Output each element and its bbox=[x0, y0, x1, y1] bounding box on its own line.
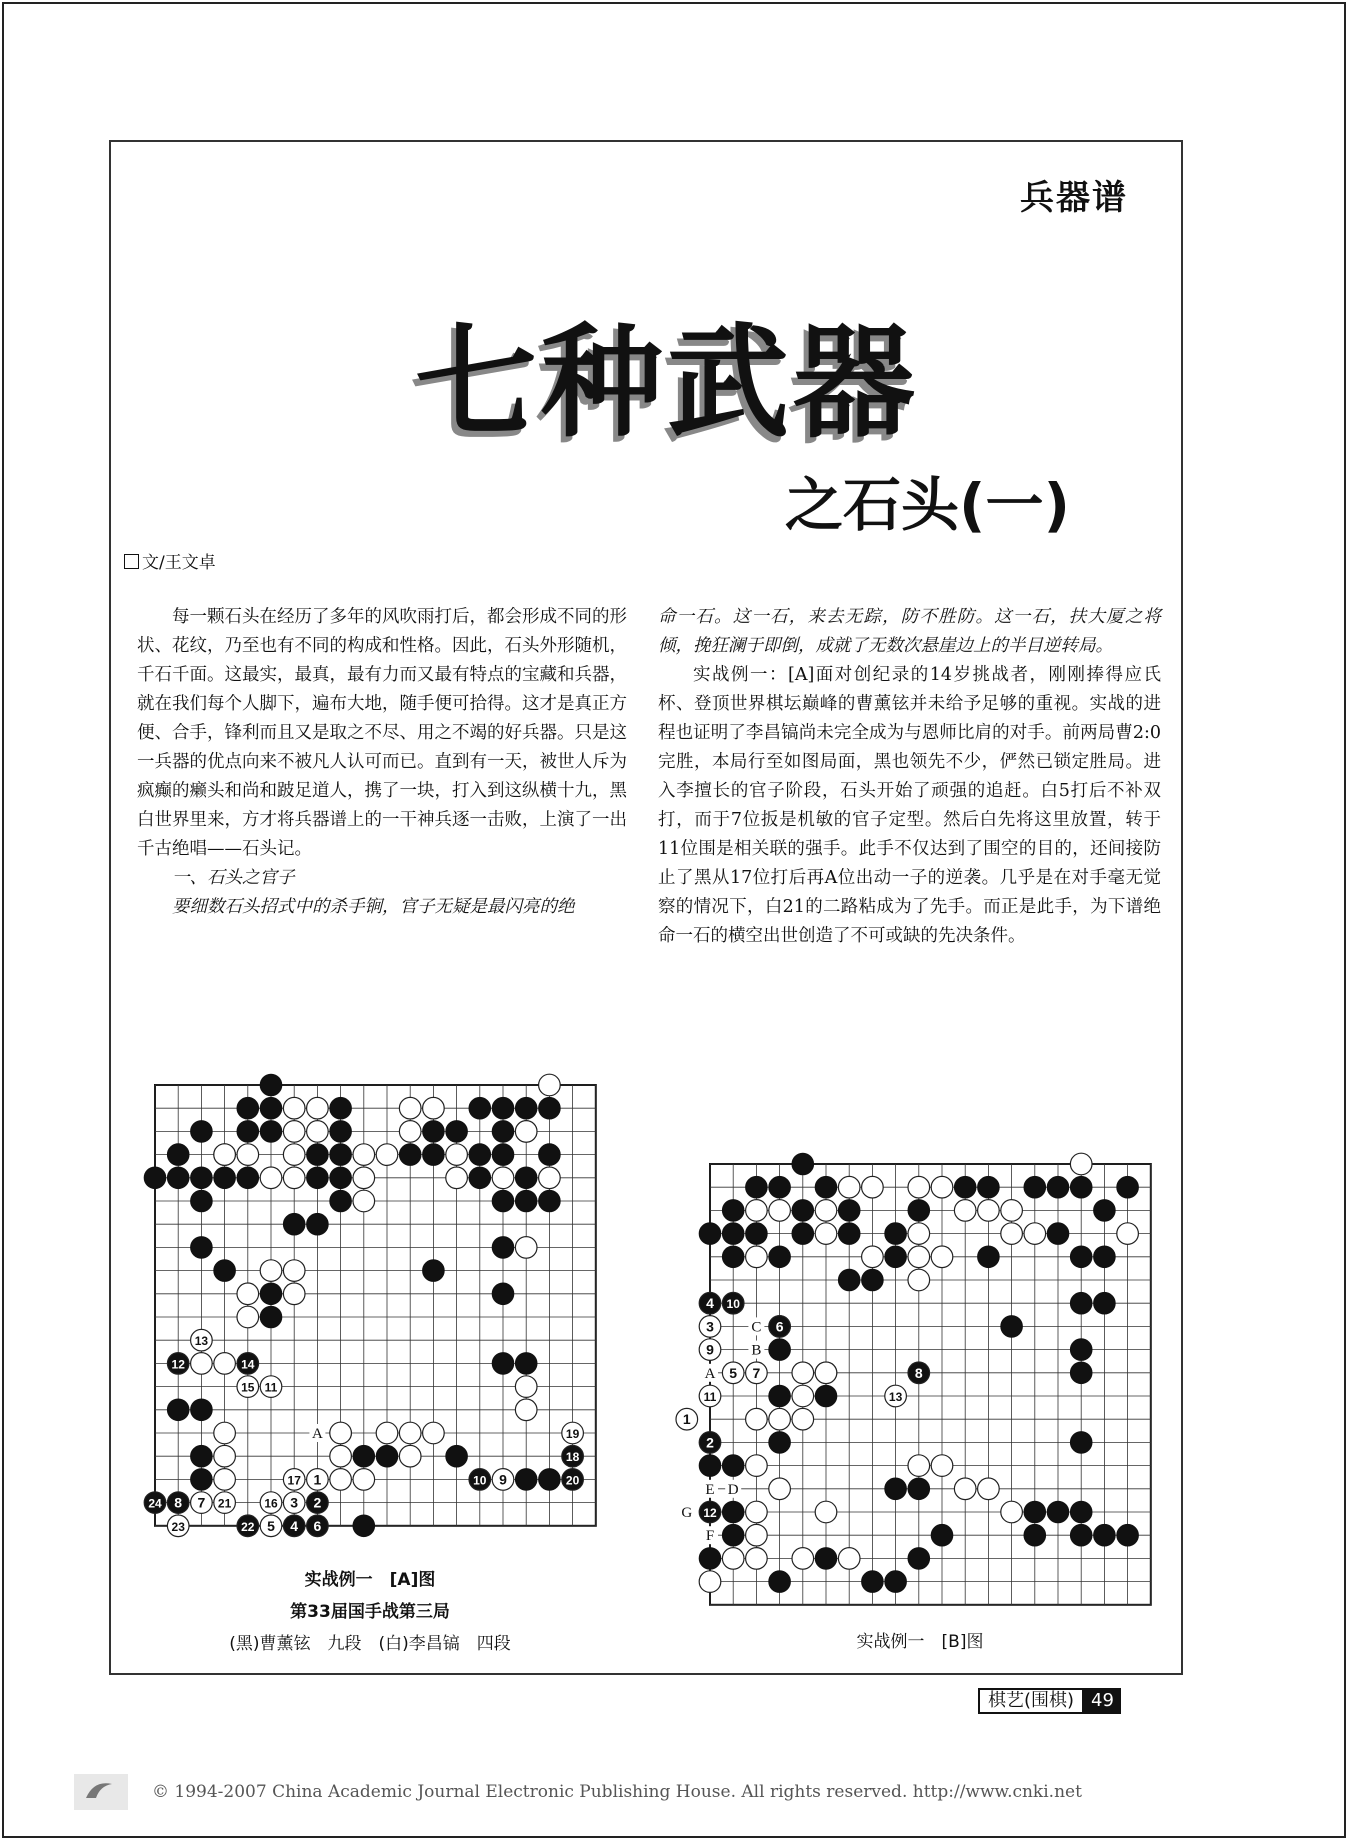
italic-continuation: 命一石。这一石，来去无踪，防不胜防。这一石，扶大厦之将倾，挽狂澜于即倒，成就了无数次悬崖边上的半目逆转局。 bbox=[658, 607, 1161, 656]
move-number: 7 bbox=[752, 1364, 761, 1381]
move-number: 9 bbox=[499, 1471, 507, 1488]
black-stone bbox=[1070, 1362, 1092, 1384]
byline-text: 文/王文卓 bbox=[142, 553, 216, 573]
black-stone bbox=[722, 1501, 744, 1523]
copyright-line: © 1994-2007 China Academic Journal Electronic Publishing House. All rights reserved. http://www.cnki.net bbox=[152, 1782, 1082, 1802]
black-stone bbox=[699, 1223, 721, 1245]
black-stone bbox=[978, 1246, 1000, 1268]
white-stone bbox=[815, 1362, 837, 1384]
white-stone bbox=[978, 1200, 1000, 1222]
article-subtitle: 之石头(一) bbox=[785, 471, 1071, 539]
black-stone bbox=[862, 1571, 884, 1593]
white-stone bbox=[539, 1074, 561, 1096]
move-number: 5 bbox=[729, 1364, 738, 1381]
white-stone bbox=[1001, 1200, 1023, 1222]
move-number: 2 bbox=[313, 1494, 322, 1511]
move-number: 12 bbox=[171, 1357, 185, 1372]
move-number: 16 bbox=[264, 1496, 278, 1511]
black-stone bbox=[792, 1200, 814, 1222]
white-stone bbox=[191, 1353, 213, 1375]
black-stone bbox=[353, 1515, 375, 1537]
move-number: 9 bbox=[706, 1341, 714, 1358]
white-stone bbox=[260, 1260, 282, 1282]
black-stone bbox=[539, 1469, 561, 1491]
white-stone bbox=[283, 1167, 305, 1189]
white-stone bbox=[908, 1176, 930, 1198]
black-stone bbox=[885, 1223, 907, 1245]
black-stone bbox=[1070, 1432, 1092, 1454]
white-stone bbox=[307, 1121, 329, 1143]
black-stone bbox=[237, 1167, 259, 1189]
move-number: 11 bbox=[264, 1380, 278, 1395]
white-stone bbox=[423, 1097, 445, 1119]
white-stone bbox=[746, 1548, 768, 1570]
move-number: 3 bbox=[290, 1494, 299, 1511]
move-number: 1 bbox=[682, 1411, 691, 1428]
board-letter: B bbox=[751, 1342, 762, 1359]
black-stone bbox=[492, 1237, 514, 1259]
white-stone bbox=[237, 1283, 259, 1305]
black-stone bbox=[492, 1097, 514, 1119]
white-stone bbox=[746, 1455, 768, 1477]
black-stone bbox=[769, 1432, 791, 1454]
black-stone bbox=[191, 1399, 213, 1421]
black-stone bbox=[769, 1571, 791, 1593]
black-stone bbox=[1024, 1524, 1046, 1546]
black-stone bbox=[446, 1121, 468, 1143]
black-stone bbox=[1094, 1292, 1116, 1314]
diagram-a-caption: 实战例一 [A]图 bbox=[304, 1570, 436, 1590]
black-stone bbox=[492, 1283, 514, 1305]
white-stone bbox=[908, 1455, 930, 1477]
black-stone bbox=[167, 1399, 189, 1421]
black-stone bbox=[769, 1246, 791, 1268]
black-stone bbox=[908, 1200, 930, 1222]
go-board-b-svg bbox=[681, 1142, 1158, 1612]
white-stone bbox=[862, 1176, 884, 1198]
white-stone bbox=[353, 1144, 375, 1166]
black-stone bbox=[423, 1260, 445, 1282]
paragraph: 每一颗石头在经历了多年的风吹雨打后，都会形成不同的形状、花纹，乃至也有不同的构成和性格。因此，石头外形随机，千石千面。这最实，最真，最有力而又最有特点的宝藏和兵器，就在我们每个人脚下，遍布大地，随手便可拾得。这才是真正方便、合手，锋利而且又是取之不尽、用之不竭的好兵器。只是这一兵器的优点向来不被凡人认可而已。直到有一天，被世人斥为疯癫的癞头和尚和跛足道人，携了一块，打入到这纵横十九，黑白世界里来，方才将兵器谱上的一干神兵逐一击败，上演了一出千古绝唱——石头记。 bbox=[137, 607, 627, 859]
white-stone bbox=[954, 1200, 976, 1222]
black-stone bbox=[399, 1144, 421, 1166]
black-stone bbox=[191, 1167, 213, 1189]
white-stone bbox=[214, 1353, 236, 1375]
black-stone bbox=[885, 1571, 907, 1593]
move-number: 8 bbox=[914, 1364, 923, 1381]
black-stone bbox=[446, 1445, 468, 1467]
black-stone bbox=[1117, 1176, 1139, 1198]
black-stone bbox=[423, 1121, 445, 1143]
black-stone bbox=[191, 1445, 213, 1467]
black-stone bbox=[1094, 1246, 1116, 1268]
white-stone bbox=[815, 1501, 837, 1523]
white-stone bbox=[746, 1246, 768, 1268]
move-number: 4 bbox=[706, 1295, 714, 1312]
white-stone bbox=[722, 1548, 744, 1570]
black-stone bbox=[769, 1339, 791, 1361]
white-stone bbox=[399, 1445, 421, 1467]
black-stone bbox=[353, 1445, 375, 1467]
white-stone bbox=[769, 1408, 791, 1430]
black-stone bbox=[307, 1167, 329, 1189]
white-stone bbox=[237, 1306, 259, 1328]
white-stone bbox=[815, 1223, 837, 1245]
move-number: 5 bbox=[267, 1517, 275, 1534]
white-stone bbox=[376, 1144, 398, 1166]
black-stone bbox=[539, 1144, 561, 1166]
white-stone bbox=[214, 1144, 236, 1166]
board-letter: A bbox=[704, 1365, 716, 1382]
black-stone bbox=[1047, 1176, 1069, 1198]
black-stone bbox=[283, 1213, 305, 1235]
black-stone bbox=[376, 1445, 398, 1467]
black-stone bbox=[492, 1144, 514, 1166]
black-stone bbox=[330, 1190, 352, 1212]
move-number: 24 bbox=[148, 1496, 162, 1511]
black-stone bbox=[908, 1548, 930, 1570]
black-stone bbox=[214, 1167, 236, 1189]
white-stone bbox=[399, 1097, 421, 1119]
white-stone bbox=[815, 1200, 837, 1222]
black-stone bbox=[260, 1121, 282, 1143]
black-stone bbox=[838, 1269, 860, 1291]
black-stone bbox=[515, 1190, 537, 1212]
black-stone bbox=[746, 1176, 768, 1198]
black-stone bbox=[539, 1097, 561, 1119]
black-stone bbox=[769, 1385, 791, 1407]
diagram-a-game: 第33届国手战第三局 bbox=[290, 1602, 450, 1622]
black-stone bbox=[330, 1097, 352, 1119]
black-stone bbox=[330, 1144, 352, 1166]
black-stone bbox=[769, 1176, 791, 1198]
black-stone bbox=[954, 1176, 976, 1198]
move-number: 11 bbox=[703, 1390, 717, 1404]
black-stone bbox=[931, 1524, 953, 1546]
black-stone bbox=[792, 1153, 814, 1175]
move-number: 17 bbox=[287, 1473, 301, 1488]
white-stone bbox=[353, 1190, 375, 1212]
black-stone bbox=[330, 1167, 352, 1189]
black-stone bbox=[699, 1548, 721, 1570]
black-stone bbox=[722, 1524, 744, 1546]
white-stone bbox=[1070, 1153, 1092, 1175]
black-stone bbox=[237, 1097, 259, 1119]
black-stone bbox=[1117, 1524, 1139, 1546]
go-board-b bbox=[681, 1142, 1158, 1612]
move-number: 13 bbox=[888, 1390, 903, 1404]
black-stone bbox=[144, 1167, 166, 1189]
board-letter: C bbox=[751, 1319, 762, 1336]
white-stone bbox=[746, 1408, 768, 1430]
black-stone bbox=[515, 1097, 537, 1119]
white-stone bbox=[399, 1121, 421, 1143]
move-number: 15 bbox=[241, 1380, 255, 1395]
white-stone bbox=[515, 1121, 537, 1143]
black-stone bbox=[539, 1190, 561, 1212]
black-stone bbox=[492, 1353, 514, 1375]
black-stone bbox=[260, 1097, 282, 1119]
white-stone bbox=[908, 1269, 930, 1291]
black-stone bbox=[722, 1223, 744, 1245]
paragraph: 实战例一：[A]面对创纪录的14岁挑战者，刚刚捧得应氏杯、登顶世界棋坛巅峰的曹薰铉并未给予足够的重视。实战的进程也证明了李昌镐尚未完全成为与恩师比肩的对手。前两局曹2:0完胜，本局行至如图局面，黑也领先不少，俨然已锁定胜局。进入李擅长的官子阶段，石头开始了顽强的追赶。白5打后不补双打，而于7位扳是机敏的官子定型。然后白先将这里放置，转于11位围是相关联的强手。此手不仅达到了围空的目的，还间接防止了黑从17位打后再A位出动一子的逆袭。几乎是在对手毫无觉察的情况下，白21的二路粘成为了先手。而正是此手，为下谱绝命一石的横空出世创造了不可或缺的先决条件。 bbox=[658, 665, 1161, 946]
board-letter: E bbox=[705, 1481, 715, 1498]
black-stone bbox=[191, 1190, 213, 1212]
black-stone bbox=[167, 1167, 189, 1189]
white-stone bbox=[539, 1167, 561, 1189]
white-stone bbox=[515, 1237, 537, 1259]
white-stone bbox=[492, 1167, 514, 1189]
white-stone bbox=[214, 1422, 236, 1444]
black-stone bbox=[699, 1455, 721, 1477]
black-stone bbox=[191, 1237, 213, 1259]
black-stone bbox=[191, 1469, 213, 1491]
black-stone bbox=[1070, 1246, 1092, 1268]
black-stone bbox=[492, 1190, 514, 1212]
black-stone bbox=[469, 1144, 491, 1166]
white-stone bbox=[260, 1167, 282, 1189]
white-stone bbox=[862, 1246, 884, 1268]
black-stone bbox=[1094, 1524, 1116, 1546]
move-number: 12 bbox=[703, 1506, 717, 1520]
move-number: 6 bbox=[313, 1517, 322, 1534]
white-stone bbox=[1024, 1223, 1046, 1245]
black-stone bbox=[515, 1469, 537, 1491]
black-stone bbox=[1024, 1176, 1046, 1198]
white-stone bbox=[769, 1478, 791, 1500]
white-stone bbox=[330, 1422, 352, 1444]
black-stone bbox=[1070, 1339, 1092, 1361]
board-letter: D bbox=[727, 1481, 739, 1498]
black-stone bbox=[1024, 1501, 1046, 1523]
move-number: 6 bbox=[775, 1318, 784, 1335]
magazine-name: 棋艺(围棋) bbox=[978, 1688, 1084, 1714]
black-stone bbox=[1094, 1200, 1116, 1222]
article-title: 七种武器 bbox=[415, 312, 919, 454]
black-stone bbox=[722, 1200, 744, 1222]
white-stone bbox=[746, 1501, 768, 1523]
black-stone bbox=[469, 1097, 491, 1119]
diagram-b-caption: 实战例一 [B]图 bbox=[856, 1632, 984, 1652]
white-stone bbox=[330, 1445, 352, 1467]
white-stone bbox=[283, 1121, 305, 1143]
black-stone bbox=[908, 1478, 930, 1500]
move-number: 20 bbox=[565, 1473, 580, 1488]
black-stone bbox=[838, 1223, 860, 1245]
move-number: 7 bbox=[197, 1494, 206, 1511]
white-stone bbox=[931, 1455, 953, 1477]
black-stone bbox=[1070, 1176, 1092, 1198]
white-stone bbox=[515, 1399, 537, 1421]
black-stone bbox=[469, 1167, 491, 1189]
black-stone bbox=[722, 1246, 744, 1268]
black-stone bbox=[815, 1385, 837, 1407]
white-stone bbox=[237, 1144, 259, 1166]
white-stone bbox=[746, 1200, 768, 1222]
move-number: 10 bbox=[726, 1297, 740, 1312]
square-icon bbox=[124, 554, 139, 569]
black-stone bbox=[792, 1223, 814, 1245]
white-stone bbox=[446, 1167, 468, 1189]
move-number: 8 bbox=[174, 1494, 183, 1511]
section-heading: 一、石头之官子 bbox=[172, 868, 295, 888]
black-stone bbox=[237, 1121, 259, 1143]
go-board-a-svg bbox=[133, 1063, 603, 1533]
white-stone bbox=[283, 1097, 305, 1119]
black-stone bbox=[862, 1269, 884, 1291]
white-stone bbox=[307, 1097, 329, 1119]
white-stone bbox=[1001, 1223, 1023, 1245]
white-stone bbox=[446, 1144, 468, 1166]
white-stone bbox=[214, 1469, 236, 1491]
white-stone bbox=[283, 1283, 305, 1305]
black-stone bbox=[746, 1223, 768, 1245]
column-tag: 兵器谱 bbox=[1020, 178, 1128, 218]
black-stone bbox=[330, 1121, 352, 1143]
white-stone bbox=[423, 1422, 445, 1444]
black-stone bbox=[1070, 1501, 1092, 1523]
black-stone bbox=[260, 1283, 282, 1305]
white-stone bbox=[746, 1524, 768, 1546]
byline bbox=[124, 548, 216, 573]
black-stone bbox=[214, 1260, 236, 1282]
white-stone bbox=[978, 1478, 1000, 1500]
white-stone bbox=[353, 1167, 375, 1189]
black-stone bbox=[515, 1167, 537, 1189]
black-stone bbox=[260, 1074, 282, 1096]
black-stone bbox=[167, 1144, 189, 1166]
white-stone bbox=[283, 1144, 305, 1166]
move-number: 2 bbox=[706, 1434, 714, 1451]
move-number: 14 bbox=[241, 1357, 255, 1372]
move-number: 23 bbox=[171, 1519, 185, 1534]
white-stone bbox=[1117, 1223, 1139, 1245]
white-stone bbox=[769, 1200, 791, 1222]
black-stone bbox=[978, 1176, 1000, 1198]
black-stone bbox=[885, 1246, 907, 1268]
black-stone bbox=[515, 1353, 537, 1375]
black-stone bbox=[885, 1478, 907, 1500]
board-letter: G bbox=[681, 1505, 693, 1521]
page-number: 49 bbox=[1084, 1688, 1121, 1714]
white-stone bbox=[931, 1246, 953, 1268]
white-stone bbox=[908, 1246, 930, 1268]
white-stone bbox=[1001, 1501, 1023, 1523]
left-column bbox=[137, 603, 627, 922]
move-number: 1 bbox=[313, 1471, 322, 1488]
black-stone bbox=[260, 1306, 282, 1328]
black-stone bbox=[815, 1548, 837, 1570]
white-stone bbox=[214, 1445, 236, 1467]
move-number: 21 bbox=[217, 1496, 232, 1511]
move-number: 10 bbox=[473, 1473, 487, 1488]
black-stone bbox=[492, 1121, 514, 1143]
board-letter: A bbox=[311, 1426, 323, 1442]
white-stone bbox=[792, 1385, 814, 1407]
move-number: 18 bbox=[565, 1450, 580, 1465]
move-number: 13 bbox=[194, 1334, 209, 1349]
board-letter: F bbox=[705, 1528, 715, 1545]
white-stone bbox=[838, 1176, 860, 1198]
black-stone bbox=[307, 1213, 329, 1235]
diagram-a-players: (黑)曹薰铉 九段 (白)李昌镐 四段 bbox=[229, 1634, 511, 1654]
cnki-logo-icon bbox=[72, 1772, 130, 1812]
move-number: 3 bbox=[706, 1318, 714, 1335]
move-number: 22 bbox=[241, 1519, 255, 1534]
move-number: 4 bbox=[290, 1517, 299, 1534]
white-stone bbox=[792, 1362, 814, 1384]
white-stone bbox=[399, 1422, 421, 1444]
black-stone bbox=[423, 1144, 445, 1166]
black-stone bbox=[307, 1144, 329, 1166]
italic-paragraph: 要细数石头招式中的杀手锏，官子无疑是最闪亮的绝 bbox=[172, 897, 575, 917]
black-stone bbox=[191, 1121, 213, 1143]
white-stone bbox=[330, 1469, 352, 1491]
go-board-a bbox=[133, 1063, 603, 1533]
white-stone bbox=[931, 1176, 953, 1198]
white-stone bbox=[838, 1548, 860, 1570]
black-stone bbox=[815, 1176, 837, 1198]
black-stone bbox=[722, 1455, 744, 1477]
right-column bbox=[658, 603, 1161, 951]
white-stone bbox=[908, 1223, 930, 1245]
white-stone bbox=[515, 1376, 537, 1398]
black-stone bbox=[1001, 1316, 1023, 1338]
black-stone bbox=[1047, 1223, 1069, 1245]
white-stone bbox=[376, 1422, 398, 1444]
black-stone bbox=[838, 1200, 860, 1222]
white-stone bbox=[353, 1469, 375, 1491]
black-stone bbox=[1070, 1524, 1092, 1546]
black-stone bbox=[1047, 1501, 1069, 1523]
white-stone bbox=[283, 1260, 305, 1282]
white-stone bbox=[954, 1478, 976, 1500]
black-stone bbox=[1070, 1292, 1092, 1314]
white-stone bbox=[699, 1571, 721, 1593]
white-stone bbox=[792, 1408, 814, 1430]
white-stone bbox=[792, 1548, 814, 1570]
footer-badge bbox=[978, 1688, 1121, 1714]
move-number: 19 bbox=[565, 1427, 580, 1441]
